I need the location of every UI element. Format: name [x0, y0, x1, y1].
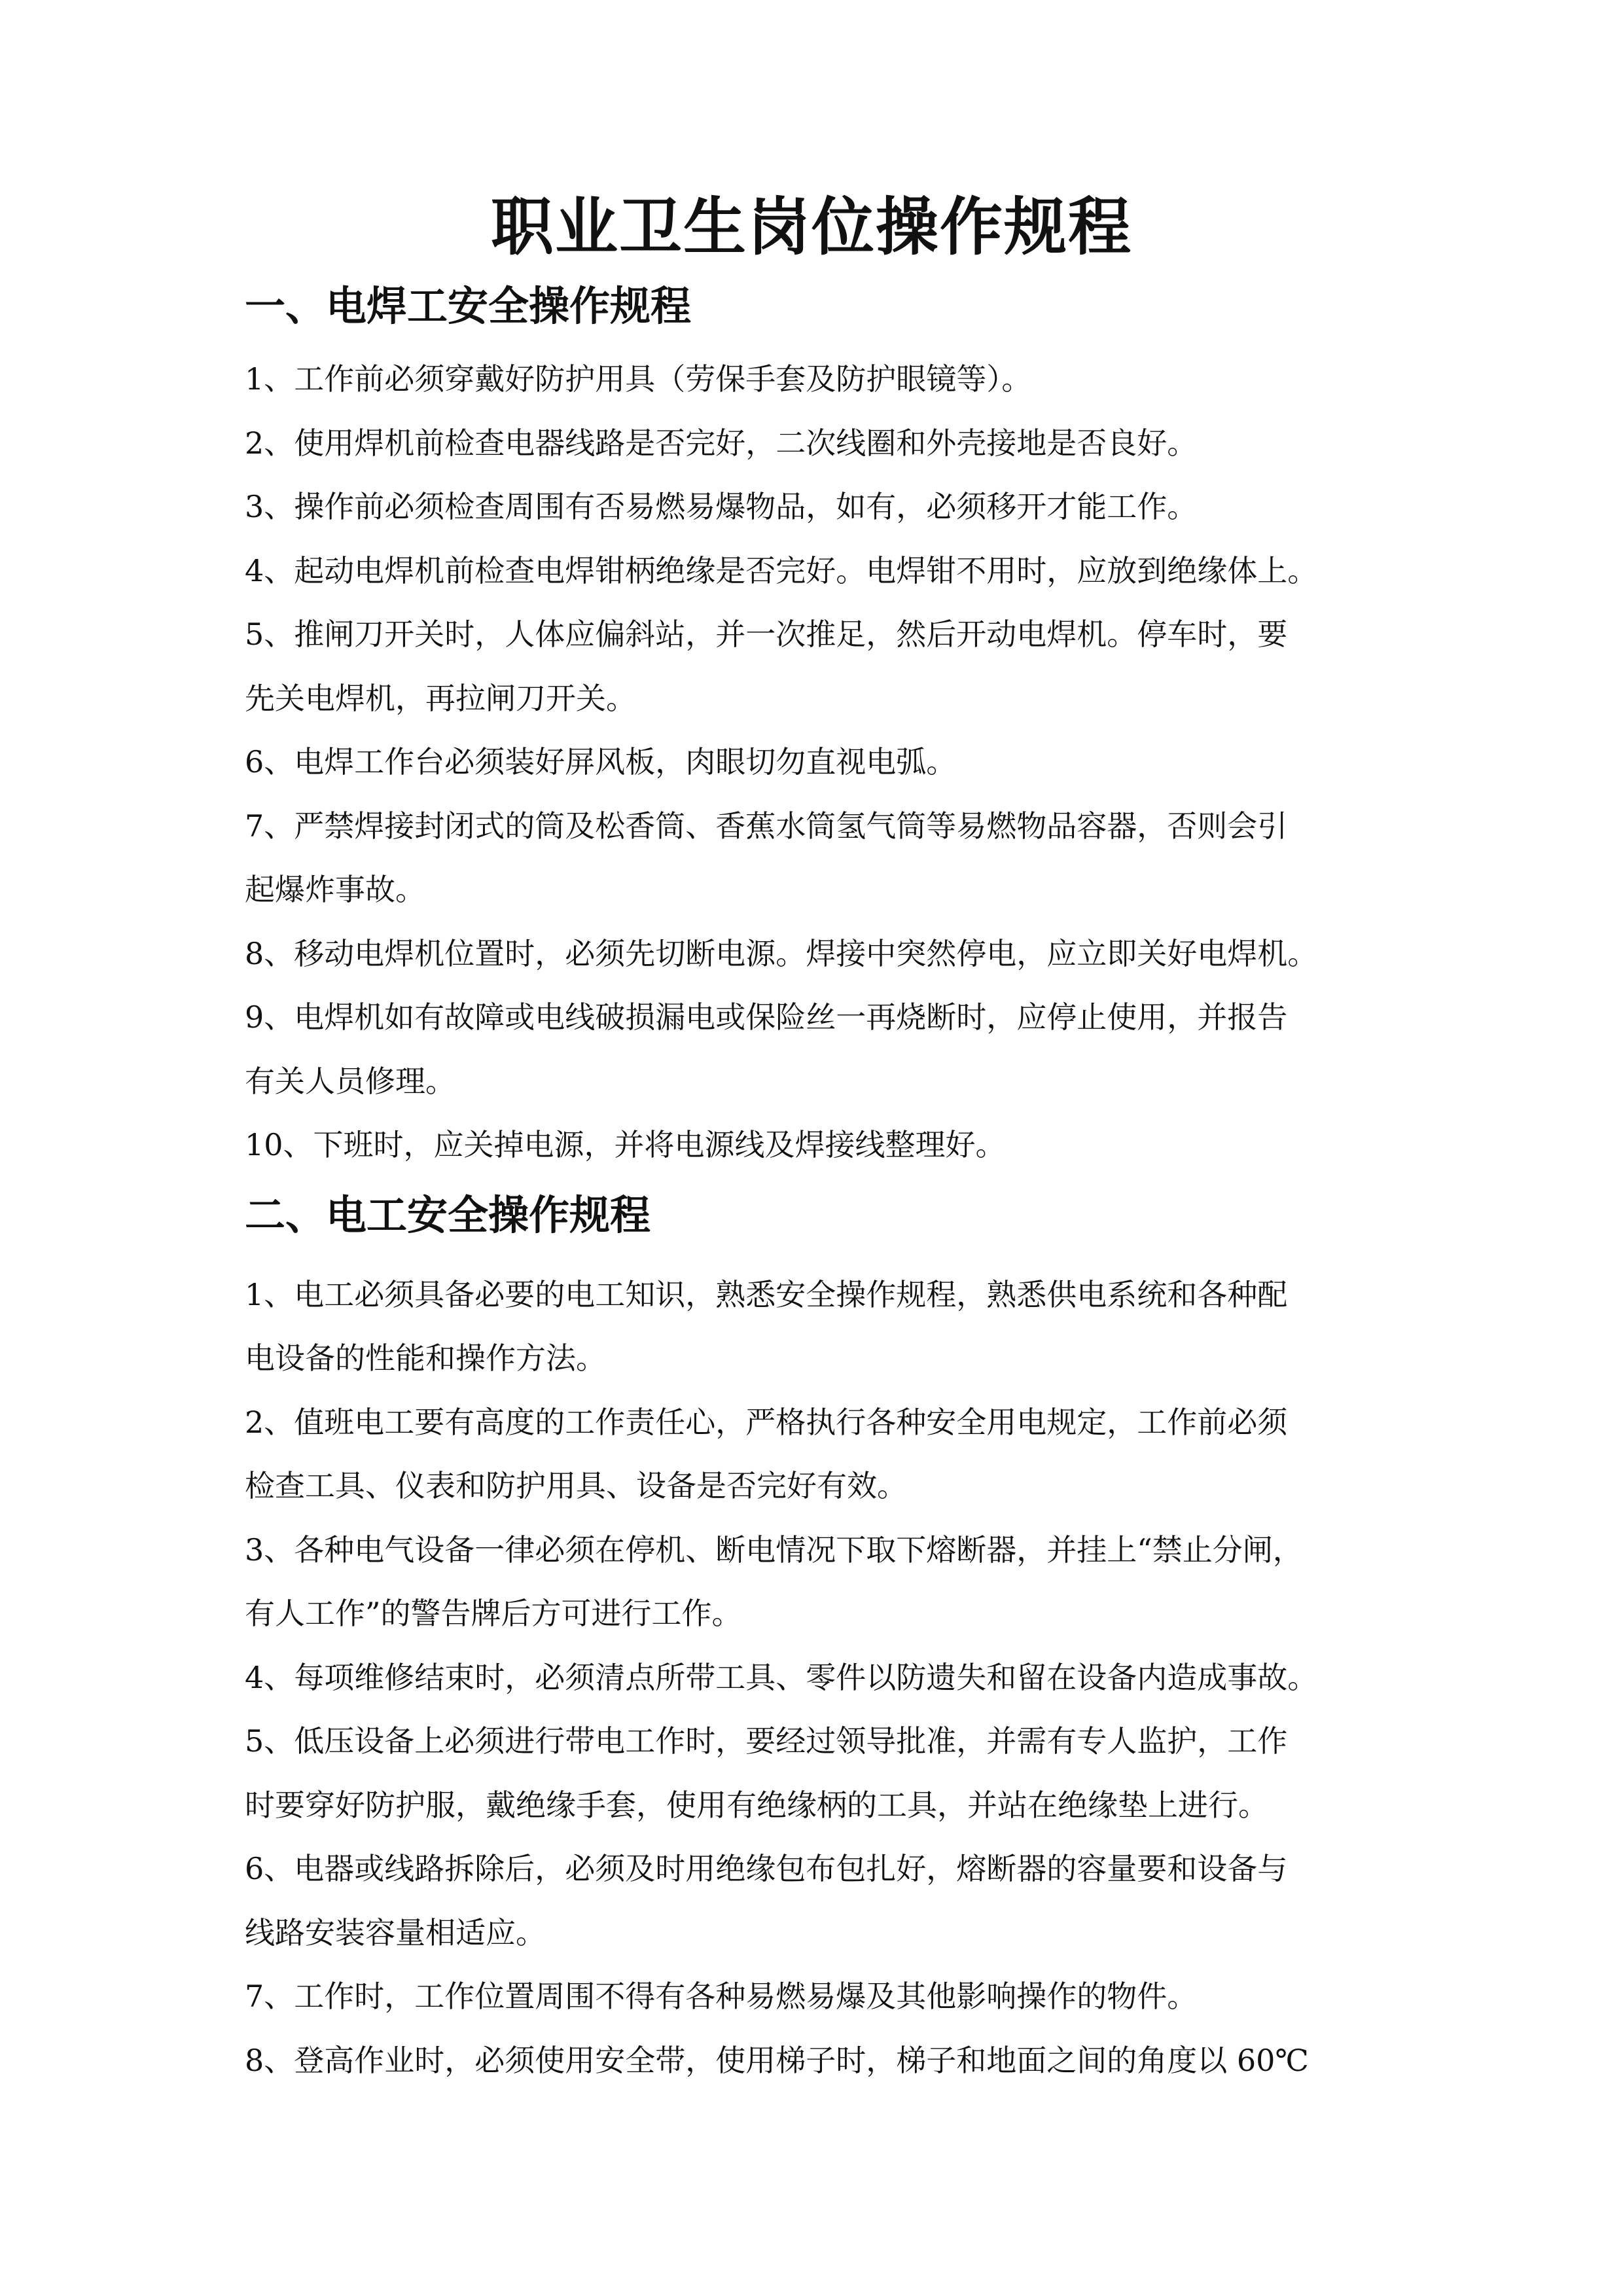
electrician-rule-7: 7、工作时，工作位置周围不得有各种易燃易爆及其他影响操作的物件。: [245, 1979, 1198, 2014]
electrician-rule-1-cont: 电设备的性能和操作方法。: [245, 1340, 606, 1376]
welder-rule-3: 3、操作前必须检查周围有否易燃易爆物品，如有，必须移开才能工作。: [245, 489, 1198, 524]
welder-rule-4: 4、起动电焊机前检查电焊钳柄绝缘是否完好。电焊钳不用时，应放到绝缘体上。: [245, 552, 1318, 588]
electrician-rule-2: 2、值班电工要有高度的工作责任心，严格执行各种安全用电规定，工作前必须: [245, 1404, 1288, 1440]
welder-rule-10: 10、下班时，应关掉电源，并将电源线及焊接线整理好。: [245, 1127, 1006, 1162]
electrician-rule-5: 5、低压设备上必须进行带电工作时，要经过领导批准，并需有专人监护，工作: [245, 1723, 1288, 1759]
electrician-rule-2-cont: 检查工具、仪表和防护用具、设备是否完好有效。: [245, 1468, 907, 1503]
electrician-rule-3: 3、各种电气设备一律必须在停机、断电情况下取下熔断器，并挂上“禁止分闸，: [245, 1532, 1303, 1568]
electrician-rule-8: 8、登高作业时，必须使用安全带，使用梯子时，梯子和地面之间的角度以 60℃: [245, 2042, 1309, 2078]
electrician-rule-4: 4、每项维修结束时，必须清点所带工具、零件以防遗失和留在设备内造成事故。: [245, 1659, 1318, 1695]
section-heading-welder: 一、电焊工安全操作规程: [245, 282, 692, 330]
welder-rule-2: 2、使用焊机前检查电器线路是否完好，二次线圈和外壳接地是否良好。: [245, 425, 1198, 461]
section-heading-electrician: 二、电工安全操作规程: [245, 1191, 651, 1239]
welder-rule-7-cont: 起爆炸事故。: [245, 872, 425, 907]
document-body: [245, 274, 1403, 2092]
electrician-rule-6-cont: 线路安装容量相适应。: [245, 1914, 546, 1950]
electrician-rule-1: 1、电工必须具备必要的电工知识，熟悉安全操作规程，熟悉供电系统和各种配: [245, 1276, 1288, 1312]
welder-rule-7: 7、严禁焊接封闭式的筒及松香筒、香蕉水筒氢气筒等易燃物品容器，否则会引: [245, 808, 1288, 844]
welder-rule-5-cont: 先关电焊机，再拉闸刀开关。: [245, 680, 636, 716]
welder-rule-9: 9、电焊机如有故障或电线破损漏电或保险丝一再烧断时，应停止使用，并报告: [245, 999, 1288, 1035]
welder-rule-8: 8、移动电焊机位置时，必须先切断电源。焊接中突然停电，应立即关好电焊机。: [245, 935, 1318, 971]
welder-rule-5: 5、推闸刀开关时，人体应偏斜站，并一次推足，然后开动电焊机。停车时，要: [245, 617, 1288, 652]
electrician-rule-5-cont: 时要穿好防护服，戴绝缘手套，使用有绝缘柄的工具，并站在绝缘垫上进行。: [245, 1787, 1268, 1823]
welder-rule-9-cont: 有关人员修理。: [245, 1063, 455, 1099]
page-title: 职业卫生岗位操作规程: [491, 190, 1132, 264]
electrician-rule-6: 6、电器或线路拆除后，必须及时用绝缘包布包扎好，熔断器的容量要和设备与: [245, 1851, 1288, 1886]
welder-rule-1: 1、工作前必须穿戴好防护用具（劳保手套及防护眼镜等）。: [245, 361, 1032, 397]
welder-rule-6: 6、电焊工作台必须装好屏风板，肉眼切勿直视电弧。: [245, 744, 957, 780]
electrician-rule-3-cont: 有人工作”的警告牌后方可进行工作。: [245, 1596, 742, 1631]
